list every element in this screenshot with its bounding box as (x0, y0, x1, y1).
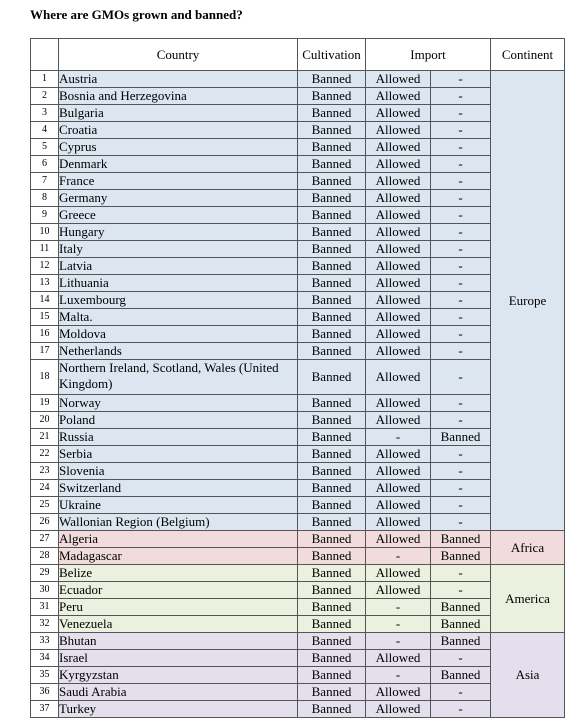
table-row (31, 633, 565, 650)
country-cell: Hungary (59, 224, 298, 241)
country-cell: Greece (59, 207, 298, 224)
country-cell: Moldova (59, 326, 298, 343)
country-cell: Wallonian Region (Belgium) (59, 514, 298, 531)
row-number: 15 (31, 309, 59, 326)
cultivation-cell: Banned (298, 224, 366, 241)
row-number: 11 (31, 241, 59, 258)
import-banned-cell: - (431, 241, 491, 258)
row-number: 19 (31, 395, 59, 412)
import-allowed-cell: Allowed (366, 122, 431, 139)
import-banned-cell: - (431, 480, 491, 497)
table-row (31, 599, 565, 616)
import-allowed-cell: - (366, 599, 431, 616)
import-allowed-cell: Allowed (366, 309, 431, 326)
table-row (31, 71, 565, 88)
country-cell: Slovenia (59, 463, 298, 480)
import-allowed-cell: Allowed (366, 360, 431, 395)
country-cell: Ukraine (59, 497, 298, 514)
table-row (31, 224, 565, 241)
import-allowed-cell: Allowed (366, 343, 431, 360)
table-row (31, 258, 565, 275)
import-allowed-cell: Allowed (366, 88, 431, 105)
country-cell: Madagascar (59, 548, 298, 565)
cultivation-cell: Banned (298, 360, 366, 395)
import-banned-cell: - (431, 650, 491, 667)
cultivation-cell: Banned (298, 650, 366, 667)
import-allowed-cell: Allowed (366, 582, 431, 599)
table-row (31, 173, 565, 190)
import-allowed-cell: Allowed (366, 684, 431, 701)
import-allowed-cell: Allowed (366, 514, 431, 531)
country-cell: Peru (59, 599, 298, 616)
table-row (31, 667, 565, 684)
cultivation-cell: Banned (298, 548, 366, 565)
import-allowed-cell: Allowed (366, 292, 431, 309)
cultivation-cell: Banned (298, 599, 366, 616)
import-banned-cell: - (431, 224, 491, 241)
table-row (31, 684, 565, 701)
country-cell: Russia (59, 429, 298, 446)
cultivation-cell: Banned (298, 71, 366, 88)
row-number: 13 (31, 275, 59, 292)
import-banned-cell: - (431, 275, 491, 292)
import-allowed-cell: Allowed (366, 258, 431, 275)
country-cell: Norway (59, 395, 298, 412)
country-cell: Bhutan (59, 633, 298, 650)
table-row (31, 701, 565, 718)
country-cell: Kyrgyzstan (59, 667, 298, 684)
table-row (31, 463, 565, 480)
table-row (31, 343, 565, 360)
country-cell: Italy (59, 241, 298, 258)
country-cell: Austria (59, 71, 298, 88)
row-number: 17 (31, 343, 59, 360)
import-allowed-cell: Allowed (366, 412, 431, 429)
table-row (31, 292, 565, 309)
row-number: 1 (31, 71, 59, 88)
import-banned-cell: - (431, 88, 491, 105)
import-allowed-cell: Allowed (366, 480, 431, 497)
import-banned-cell: - (431, 326, 491, 343)
import-allowed-cell: Allowed (366, 173, 431, 190)
row-number: 3 (31, 105, 59, 122)
import-allowed-cell: Allowed (366, 326, 431, 343)
header-continent: Continent (491, 39, 565, 71)
row-number: 9 (31, 207, 59, 224)
cultivation-cell: Banned (298, 105, 366, 122)
cultivation-cell: Banned (298, 275, 366, 292)
row-number: 10 (31, 224, 59, 241)
cultivation-cell: Banned (298, 480, 366, 497)
table-row (31, 565, 565, 582)
import-allowed-cell: Allowed (366, 224, 431, 241)
country-cell: France (59, 173, 298, 190)
table-row (31, 446, 565, 463)
import-allowed-cell: Allowed (366, 463, 431, 480)
cultivation-cell: Banned (298, 616, 366, 633)
cultivation-cell: Banned (298, 446, 366, 463)
table-row (31, 650, 565, 667)
country-cell: Luxembourg (59, 292, 298, 309)
table-row (31, 156, 565, 173)
row-number: 2 (31, 88, 59, 105)
cultivation-cell: Banned (298, 258, 366, 275)
table-row (31, 480, 565, 497)
cultivation-cell: Banned (298, 463, 366, 480)
import-banned-cell: - (431, 122, 491, 139)
row-number: 18 (31, 360, 59, 395)
cultivation-cell: Banned (298, 173, 366, 190)
import-banned-cell: - (431, 395, 491, 412)
import-banned-cell: - (431, 565, 491, 582)
table-row (31, 105, 565, 122)
cultivation-cell: Banned (298, 514, 366, 531)
import-banned-cell: - (431, 463, 491, 480)
import-allowed-cell: Allowed (366, 71, 431, 88)
cultivation-cell: Banned (298, 139, 366, 156)
row-number: 14 (31, 292, 59, 309)
import-banned-cell: - (431, 497, 491, 514)
row-number: 21 (31, 429, 59, 446)
import-allowed-cell: Allowed (366, 565, 431, 582)
cultivation-cell: Banned (298, 667, 366, 684)
continent-europe: Europe (491, 71, 565, 531)
row-number: 31 (31, 599, 59, 616)
country-cell: Saudi Arabia (59, 684, 298, 701)
import-banned-cell: Banned (431, 531, 491, 548)
import-allowed-cell: - (366, 548, 431, 565)
import-allowed-cell: - (366, 667, 431, 684)
cultivation-cell: Banned (298, 122, 366, 139)
table-header-row (31, 39, 565, 71)
header-cultivation: Cultivation (298, 39, 366, 71)
country-cell: Switzerland (59, 480, 298, 497)
row-number: 8 (31, 190, 59, 207)
country-cell: Belize (59, 565, 298, 582)
import-banned-cell: Banned (431, 667, 491, 684)
import-allowed-cell: Allowed (366, 275, 431, 292)
table-row (31, 582, 565, 599)
import-banned-cell: Banned (431, 429, 491, 446)
import-banned-cell: - (431, 71, 491, 88)
table-row (31, 88, 565, 105)
cultivation-cell: Banned (298, 701, 366, 718)
row-number: 4 (31, 122, 59, 139)
import-banned-cell: - (431, 343, 491, 360)
import-banned-cell: - (431, 582, 491, 599)
table-row (31, 207, 565, 224)
header-number (31, 39, 59, 71)
row-number: 20 (31, 412, 59, 429)
import-banned-cell: - (431, 360, 491, 395)
row-number: 12 (31, 258, 59, 275)
row-number: 7 (31, 173, 59, 190)
import-banned-cell: - (431, 139, 491, 156)
continent-africa: Africa (491, 531, 565, 565)
import-allowed-cell: Allowed (366, 395, 431, 412)
row-number: 35 (31, 667, 59, 684)
continent-asia: Asia (491, 633, 565, 718)
cultivation-cell: Banned (298, 684, 366, 701)
import-banned-cell: - (431, 514, 491, 531)
cultivation-cell: Banned (298, 292, 366, 309)
row-number: 30 (31, 582, 59, 599)
country-cell: Venezuela (59, 616, 298, 633)
cultivation-cell: Banned (298, 241, 366, 258)
country-cell: Bosnia and Herzegovina (59, 88, 298, 105)
continent-america: America (491, 565, 565, 633)
cultivation-cell: Banned (298, 88, 366, 105)
page-title: Where are GMOs grown and banned? (30, 7, 243, 22)
country-cell: Malta. (59, 309, 298, 326)
table-row (31, 190, 565, 207)
import-allowed-cell: Allowed (366, 701, 431, 718)
row-number: 16 (31, 326, 59, 343)
table-row (31, 548, 565, 565)
import-allowed-cell: Allowed (366, 190, 431, 207)
table-row (31, 514, 565, 531)
country-cell: Cyprus (59, 139, 298, 156)
row-number: 26 (31, 514, 59, 531)
import-banned-cell: Banned (431, 548, 491, 565)
import-banned-cell: - (431, 190, 491, 207)
import-allowed-cell: Allowed (366, 207, 431, 224)
cultivation-cell: Banned (298, 326, 366, 343)
import-allowed-cell: Allowed (366, 446, 431, 463)
row-number: 25 (31, 497, 59, 514)
cultivation-cell: Banned (298, 582, 366, 599)
row-number: 28 (31, 548, 59, 565)
table-row (31, 309, 565, 326)
cultivation-cell: Banned (298, 497, 366, 514)
row-number: 22 (31, 446, 59, 463)
import-banned-cell: Banned (431, 633, 491, 650)
cultivation-cell: Banned (298, 429, 366, 446)
country-cell: Serbia (59, 446, 298, 463)
row-number: 5 (31, 139, 59, 156)
country-cell: Lithuania (59, 275, 298, 292)
import-banned-cell: - (431, 412, 491, 429)
table-row (31, 122, 565, 139)
cultivation-cell: Banned (298, 156, 366, 173)
table-row (31, 497, 565, 514)
table-row (31, 275, 565, 292)
import-allowed-cell: Allowed (366, 241, 431, 258)
country-cell: Northern Ireland, Scotland, Wales (United Kingdom) (59, 360, 298, 395)
import-allowed-cell: Allowed (366, 497, 431, 514)
cultivation-cell: Banned (298, 531, 366, 548)
import-allowed-cell: - (366, 616, 431, 633)
row-number: 24 (31, 480, 59, 497)
table-row (31, 360, 565, 395)
header-country: Country (59, 39, 298, 71)
import-banned-cell: Banned (431, 616, 491, 633)
cultivation-cell: Banned (298, 565, 366, 582)
import-allowed-cell: - (366, 633, 431, 650)
import-banned-cell: Banned (431, 599, 491, 616)
row-number: 6 (31, 156, 59, 173)
table-row (31, 241, 565, 258)
import-allowed-cell: Allowed (366, 139, 431, 156)
country-cell: Germany (59, 190, 298, 207)
table-row (31, 616, 565, 633)
import-banned-cell: - (431, 156, 491, 173)
import-banned-cell: - (431, 258, 491, 275)
country-cell: Poland (59, 412, 298, 429)
header-import: Import (366, 39, 491, 71)
import-banned-cell: - (431, 207, 491, 224)
table-row (31, 412, 565, 429)
table-row (31, 395, 565, 412)
country-cell: Croatia (59, 122, 298, 139)
cultivation-cell: Banned (298, 309, 366, 326)
country-cell: Latvia (59, 258, 298, 275)
row-number: 34 (31, 650, 59, 667)
cultivation-cell: Banned (298, 207, 366, 224)
import-banned-cell: - (431, 173, 491, 190)
import-banned-cell: - (431, 105, 491, 122)
cultivation-cell: Banned (298, 395, 366, 412)
country-cell: Denmark (59, 156, 298, 173)
import-allowed-cell: Allowed (366, 650, 431, 667)
country-cell: Israel (59, 650, 298, 667)
import-banned-cell: - (431, 446, 491, 463)
table-row (31, 531, 565, 548)
country-cell: Ecuador (59, 582, 298, 599)
row-number: 27 (31, 531, 59, 548)
import-allowed-cell: Allowed (366, 105, 431, 122)
country-cell: Netherlands (59, 343, 298, 360)
cultivation-cell: Banned (298, 190, 366, 207)
table-row (31, 326, 565, 343)
import-banned-cell: - (431, 701, 491, 718)
cultivation-cell: Banned (298, 412, 366, 429)
import-allowed-cell: - (366, 429, 431, 446)
row-number: 32 (31, 616, 59, 633)
import-banned-cell: - (431, 292, 491, 309)
table-row (31, 429, 565, 446)
country-cell: Algeria (59, 531, 298, 548)
cultivation-cell: Banned (298, 343, 366, 360)
country-cell: Turkey (59, 701, 298, 718)
country-cell: Bulgaria (59, 105, 298, 122)
cultivation-cell: Banned (298, 633, 366, 650)
row-number: 33 (31, 633, 59, 650)
import-allowed-cell: Allowed (366, 156, 431, 173)
row-number: 36 (31, 684, 59, 701)
import-banned-cell: - (431, 684, 491, 701)
import-banned-cell: - (431, 309, 491, 326)
table-row (31, 139, 565, 156)
gmo-table (30, 38, 565, 718)
row-number: 37 (31, 701, 59, 718)
row-number: 23 (31, 463, 59, 480)
row-number: 29 (31, 565, 59, 582)
import-allowed-cell: Allowed (366, 531, 431, 548)
